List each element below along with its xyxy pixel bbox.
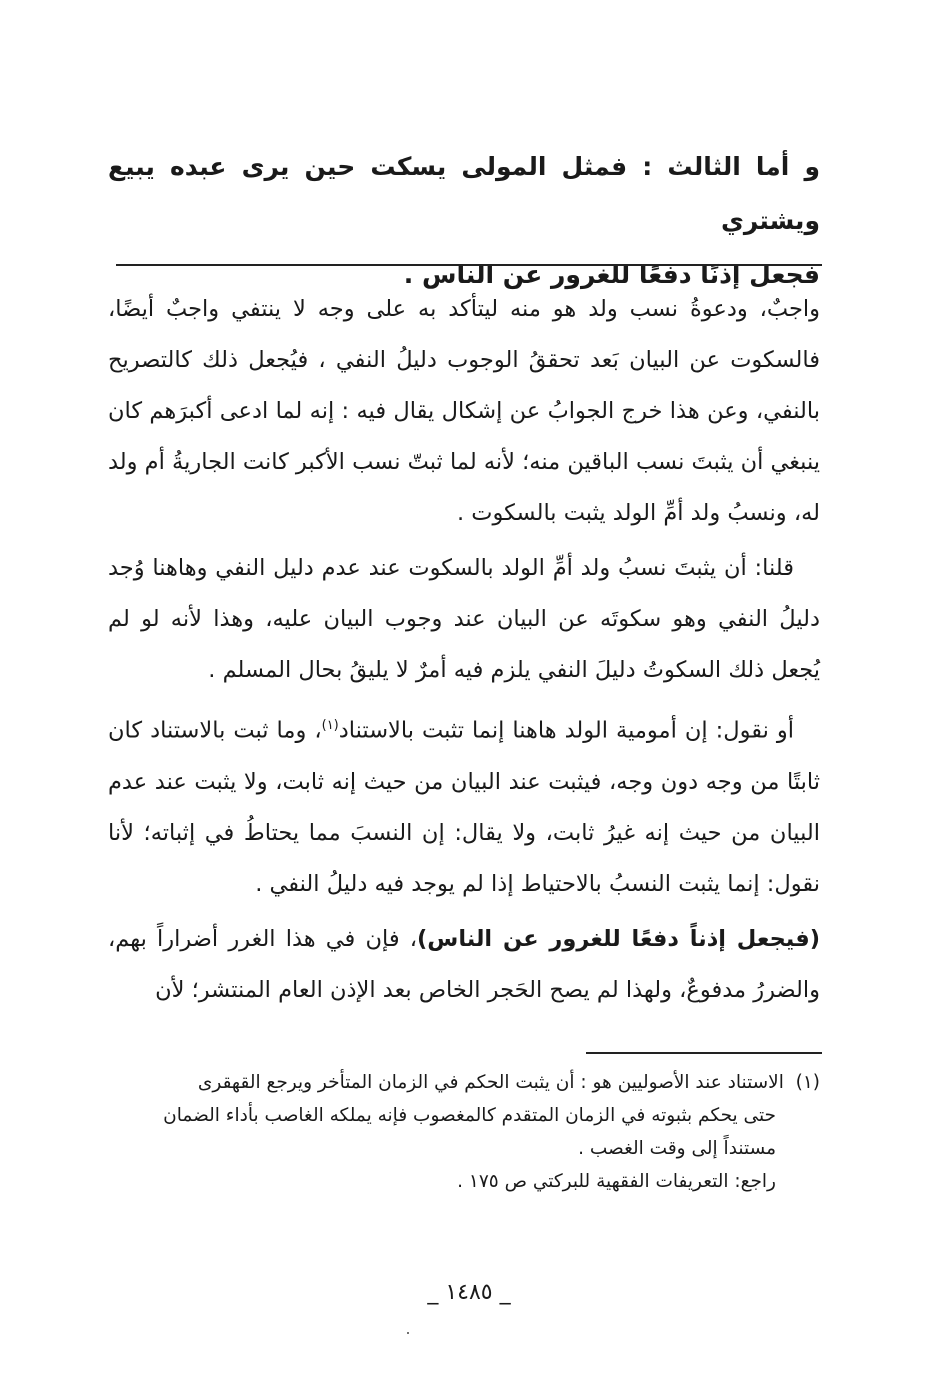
footnote-reference[interactable]: (١)	[321, 718, 339, 733]
commentary-block	[108, 284, 820, 1020]
commentary-paragraph-4	[108, 914, 820, 1016]
paragraph-3-text-end: ، وما ثبت بالاستناد كان ثابتًا من وجه دون وجه، فيثبت عند البيان من حيث إنه ثابت، ولا يثبت عند عدم البيان من حيث إنه غيرُ ثابت، ولا يقال: إن النسبَ مما يحتاطُ في إثباته؛ لأنا نقول: إنما يثبت النسبُ بالاحتياط إذا لم يوجد فيه دليلُ النفي .	[108, 717, 820, 897]
commentary-paragraph-2: قلنا: أن يثبتَ نسبُ ولد أمِّ الولد بالسكوت عند عدم دليل النفي وهاهنا وُجد دليلُ النفي وهو سكوتَه عن البيان عند وجوب البيان عليه، وهذا لأنه لو لم يُجعل ذلك السكوتُ دليلَ النفي يلزم فيه أمرٌ لا يليقُ بحال المسلم .	[108, 555, 820, 683]
footnote-line-1	[108, 1066, 820, 1099]
footnote-number: (١)	[795, 1072, 820, 1093]
paragraph-3-text-start: أو نقول: إن أمومية الولد هاهنا إنما تثبت بالاستناد	[338, 717, 794, 744]
footnote-divider	[586, 1052, 822, 1054]
page-number: _ ١٤٨٥ _	[427, 1280, 511, 1305]
matn-line-2: فجعل إذنًا دفعًا للغرور عن الناس .	[403, 260, 820, 289]
paragraph-4-text: ، فإن في هذا الغرر أضراراً بهم، والضررُ مدفوعٌ، ولهذا لم يصح الحَجر الخاص بعد الإذن العام المنتشر؛ لأن	[108, 925, 820, 1003]
commentary-paragraph-1: واجبٌ، ودعوةُ نسب ولد هو منه ليتأكد به على وجه لا ينتفي واجبٌ أيضًا، فالسكوت عن البيان بَعد تحققُ الوجوب دليلُ النفي ، فيُجعل ذلك كالتصريح بالنفي، وعن هذا خرج الجوابُ عن إشكال يقال فيه : إنه لما ادعى أكبرَهم كان ينبغي أن يثبتَ نسب الباقين منه؛ لأنه لما ثبتّ نسب الأكبر كانت الجاريةُ أم ولد له، ونسبُ ولد أمِّ الولد يثبت بالسكوت .	[108, 296, 820, 526]
footnote-line-3: مستنداً إلى وقت الغصب .	[578, 1138, 776, 1159]
footnote-block	[108, 1066, 820, 1198]
matn-text-block	[108, 140, 820, 302]
scan-speck	[407, 1332, 409, 1334]
quoted-matn: (فيجعل إذناً دفعًا للغرور عن الناس)	[417, 925, 820, 952]
footnote-line-2: حتى يحكم بثبوته في الزمان المتقدم كالمغصوب فإنه يملكه الغاصب بأداء الضمان	[163, 1105, 776, 1126]
commentary-paragraph-3	[108, 700, 820, 910]
matn-divider	[116, 264, 822, 266]
matn-line-1: و أما الثالث : فمثل المولى يسكت حين يرى عبده يبيع ويشتري	[108, 152, 820, 235]
footnote-text-1: الاستناد عند الأصوليين هو : أن يثبت الحكم في الزمان المتأخر ويرجع القهقرى	[197, 1072, 784, 1093]
footnote-line-4: راجع: التعريفات الفقهية للبركتي ص ١٧٥ .	[457, 1171, 776, 1192]
